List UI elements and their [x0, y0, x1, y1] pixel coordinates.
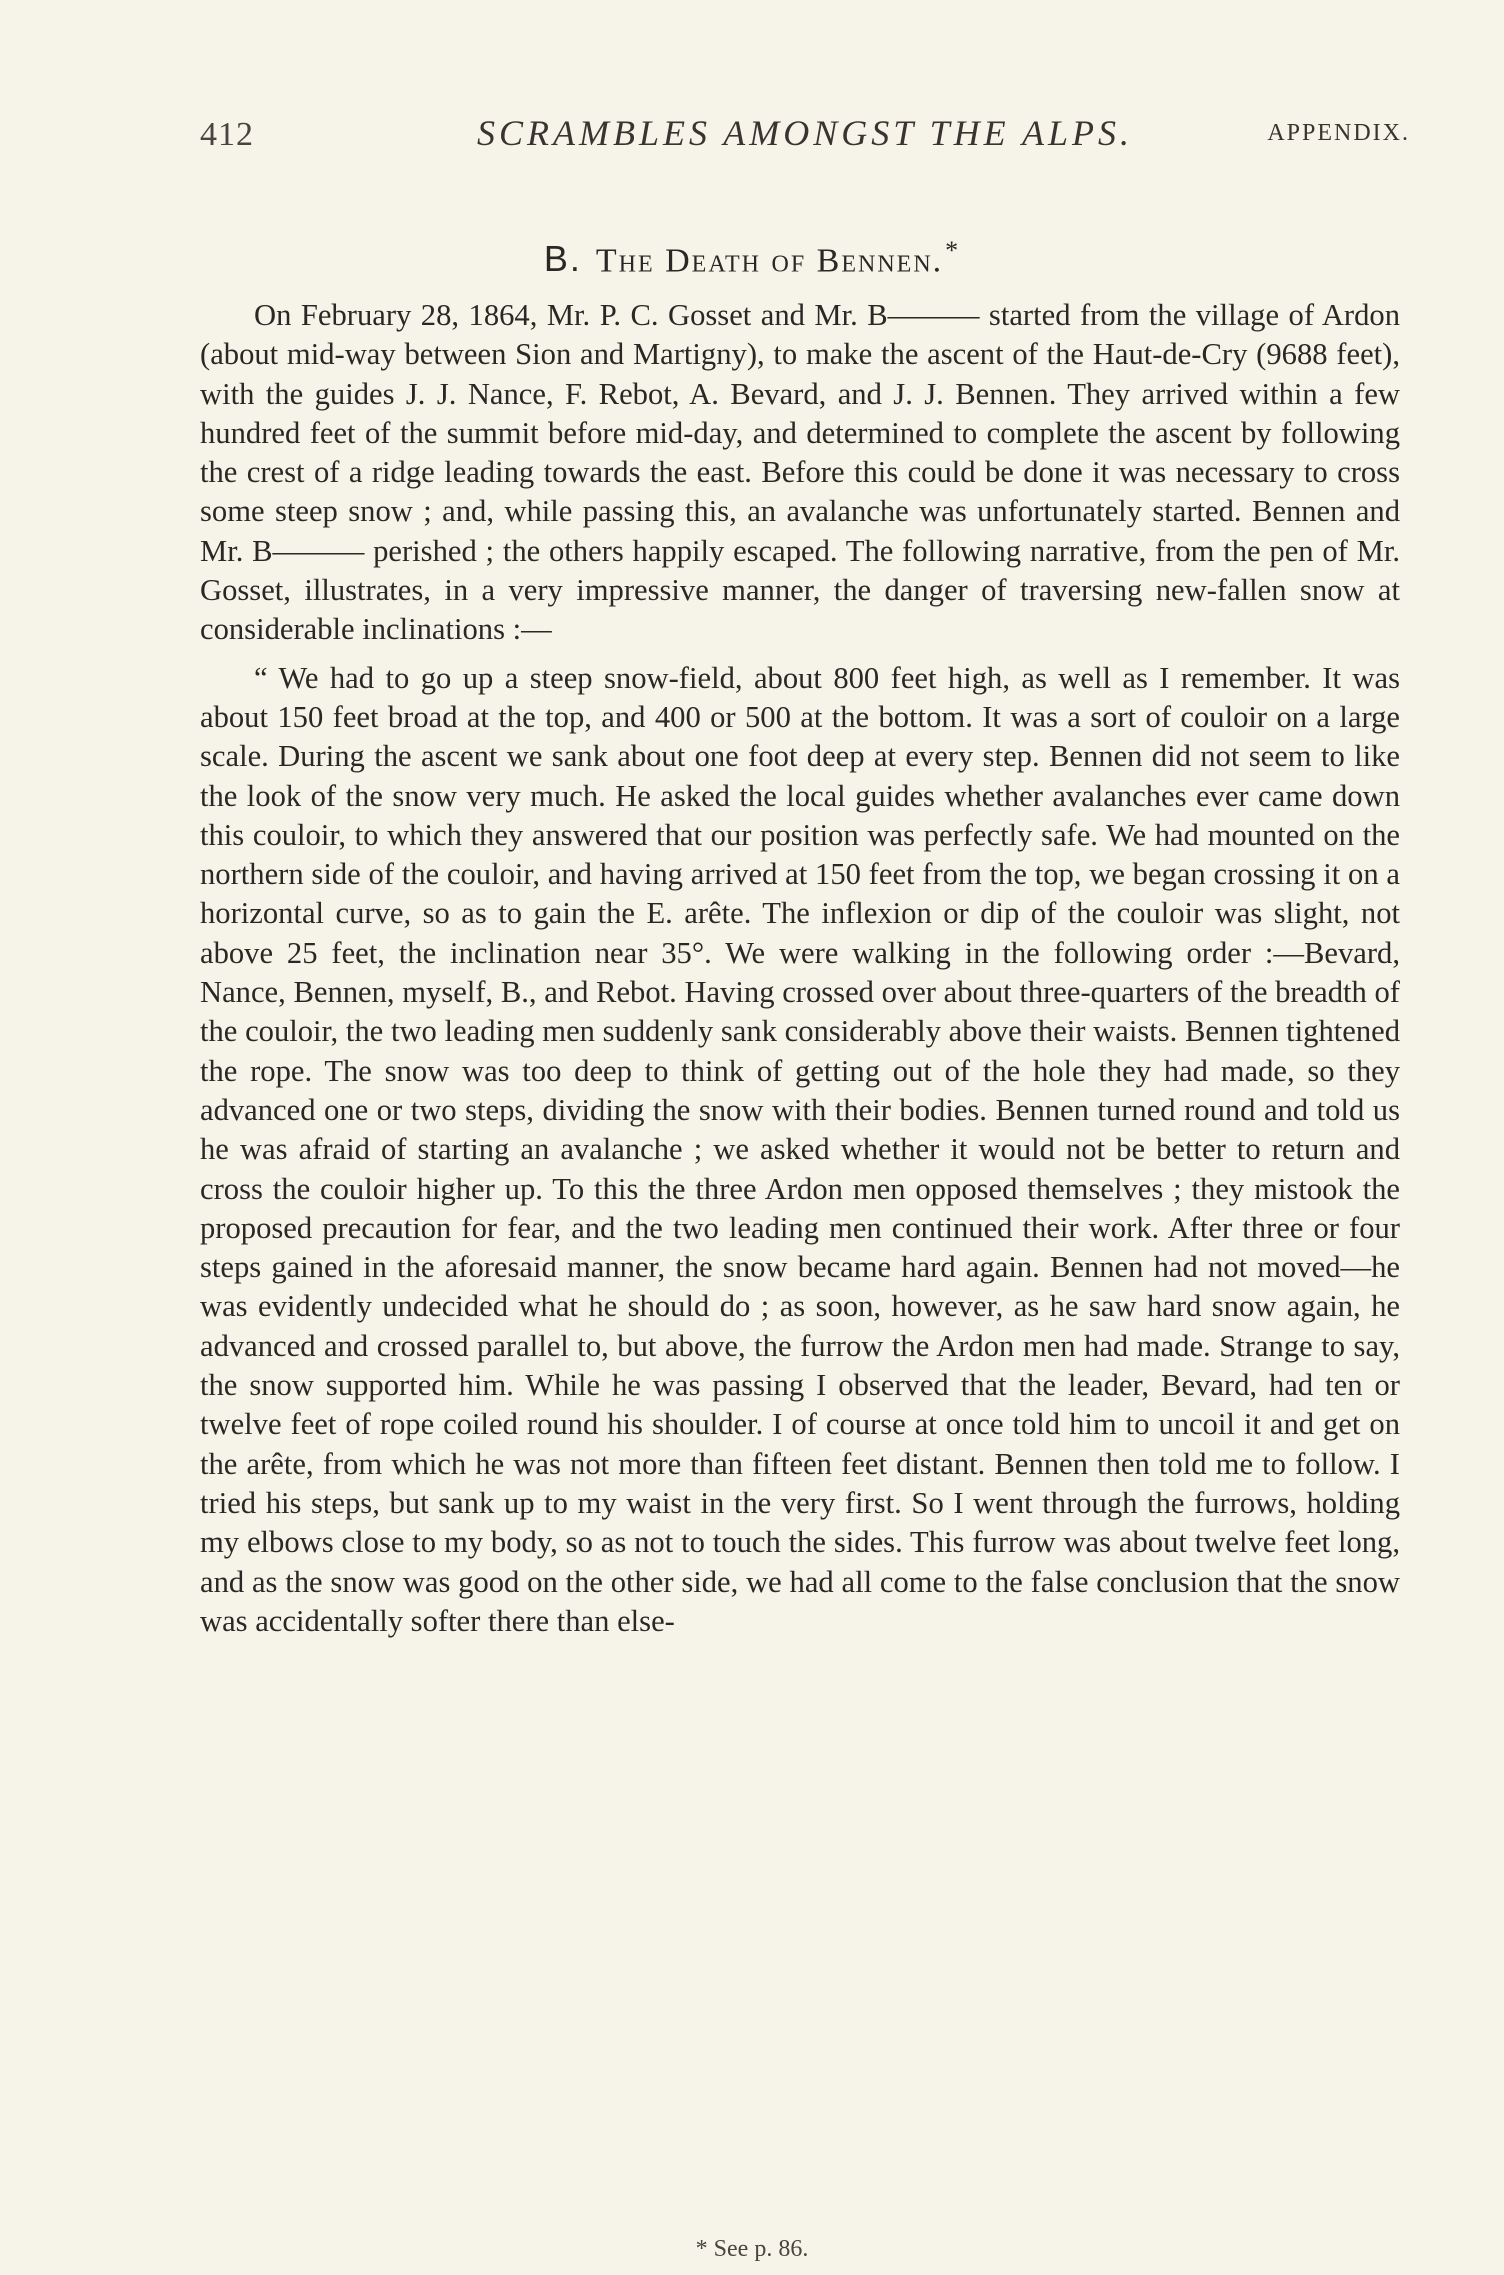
- book-title: SCRAMBLES AMONGST THE ALPS.: [476, 113, 1134, 153]
- section-label: APPENDIX.: [1267, 120, 1410, 146]
- page-number: 412: [200, 116, 254, 153]
- running-head: [200, 112, 1410, 162]
- section-title: The Death of Bennen.: [595, 242, 944, 280]
- footnote-marker: *: [945, 236, 961, 265]
- paragraph-narrative: “ We had to go up a steep snow-field, about 800 feet high, as well as I remember. It was about 150 feet broad at the top, and 400 or 500 at the bottom. It was a sort of couloir on a large scale. During the ascent we sank about one foot deep at every step. Bennen did not seem to like the look of the snow very much. He asked the local guides whether avalanches ever came down this couloir, to which they answered that our position was perfectly safe. We had mounted on the northern side of the couloir, and having arrived at 150 feet from the top, we began crossing it on a horizontal curve, so as to gain the E. arête. The inflexion or dip of the couloir was slight, not above 25 feet, the inclination near 35°. We were walking in the following order :—Bevard, Nance, Bennen, myself, B., and Rebot. Having crossed over about three-quarters of the breadth of the couloir, the two leading men suddenly sank considerably above their waists. Bennen tightened the rope. The snow was too deep to think of getting out of the hole they had made, so they advanced one or two steps, dividing the snow with their bodies. Bennen turned round and told us he was afraid of starting an avalanche ; we asked whether it would not be better to return and cross the couloir higher up. To this the three Ardon men opposed themselves ; they mistook the proposed precaution for fear, and the two leading men continued their work. After three or four steps gained in the aforesaid manner, the snow became hard again. Bennen had not moved—he was evidently undecided what he should do ; as soon, however, as he saw hard snow again, he advanced and crossed parallel to, but above, the furrow the Ardon men had made. Strange to say, the snow supported him. While he was passing I observed that the leader, Bevard, had ten or twelve feet of rope coiled round his shoulder. I of course at once told him to uncoil it and get on the arête, from which he was not more than fifteen feet distant. Bennen then told me to follow. I tried his steps, but sank up to my waist in the very first. So I went through the furrows, holding my elbows close to my body, so as not to touch the sides. This furrow was about twelve feet long, and as the snow was good on the other side, we had all come to the false conclusion that the snow was accidentally softer there than else-: [200, 660, 1400, 1638]
- section-letter: B.: [543, 238, 582, 280]
- section-heading: [0, 236, 1504, 280]
- paragraph-intro: On February 28, 1864, Mr. P. C. Gosset and Mr. B——— started from the village of Ardon (about mid-way between Sion and Martigny), to make the ascent of the Haut-de-Cry (9688 feet), with the guides J. J. Nance, F. Rebot, A. Bevard, and J. J. Bennen. They arrived within a few hundred feet of the summit before mid-day, and determined to complete the ascent by following the crest of a ridge leading towards the east. Before this could be done it was necessary to cross some steep snow ; and, while passing this, an avalanche was unfortunately started. Bennen and Mr. B——— perished ; the others happily escaped. The following narrative, from the pen of Mr. Gosset, illustrates, in a very impressive manner, the danger of traversing new-fallen snow at considerable inclinations :—: [200, 298, 1400, 647]
- footnote: * See p. 86.: [695, 2236, 809, 2262]
- body-text: [200, 296, 1400, 1641]
